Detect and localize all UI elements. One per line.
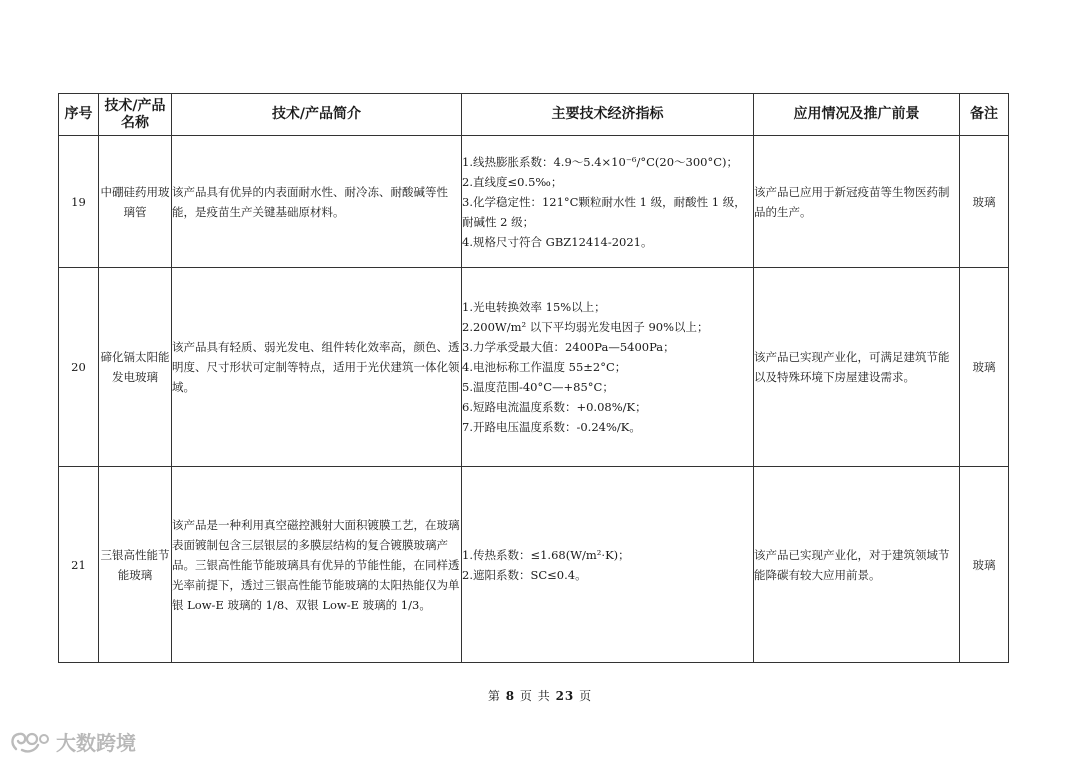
table-header-row [59, 94, 1009, 136]
row-note: 玻璃 [960, 136, 1009, 268]
row-intro: 该产品是一种利用真空磁控溅射大面积镀膜工艺，在玻璃表面镀制包含三层银层的多膜层结构的复合镀膜玻璃产品。三银高性能节能玻璃具有优异的节能性能，在同样透光率前提下，透过三银高性能节能玻璃的太阳热能仅为单银 Low-E 玻璃的 1/8、双银 Low-E 玻璃的 1/3。 [172, 467, 462, 663]
row-application: 该产品已应用于新冠疫苗等生物医药制品的生产。 [754, 136, 960, 268]
header-num: 序号 [59, 94, 99, 136]
footer-page-number: 8 [505, 689, 516, 703]
indicator-line: 1.线热膨胀系数：4.9～5.4×10⁻⁶/°C(20～300°C)； [462, 154, 739, 169]
row-indicators [462, 136, 754, 268]
row-application: 该产品已实现产业化，可满足建筑节能以及特殊环境下房屋建设需求。 [754, 268, 960, 467]
row-intro: 该产品具有优异的内表面耐水性、耐冷冻、耐酸碱等性能，是疫苗生产关键基础原材料。 [172, 136, 462, 268]
footer-total-pages: 23 [555, 689, 575, 703]
row-indicators [462, 467, 754, 663]
indicator-line: 5.温度范围-40°C—+85°C； [462, 380, 614, 394]
indicator-line: 6.短路电流温度系数：+0.08%/K； [462, 400, 647, 414]
watermark [8, 727, 136, 756]
indicator-line: 3.化学稳定性：121°C颗粒耐水性 1 级，耐酸性 1 级，耐碱性 2 级； [462, 194, 746, 229]
header-name: 技术/产品名称 [99, 94, 172, 136]
footer-suffix: 页 [579, 689, 593, 703]
row-note: 玻璃 [960, 467, 1009, 663]
row-name: 碲化镉太阳能发电玻璃 [99, 268, 172, 467]
row-note: 玻璃 [960, 268, 1009, 467]
indicator-line: 4.电池标称工作温度 55±2°C； [462, 360, 627, 374]
indicator-line: 2.200W/m² 以下平均弱光发电因子 90%以上； [462, 320, 709, 334]
row-intro: 该产品具有轻质、弱光发电、组件转化效率高，颜色、透明度、尺寸形状可定制等特点，适用于光伏建筑一体化领域。 [172, 268, 462, 467]
header-intro: 技术/产品简介 [172, 94, 462, 136]
indicator-line: 1.光电转换效率 15%以上； [462, 300, 606, 314]
watermark-text: 大数跨境 [56, 731, 136, 755]
header-indicators: 主要技术经济指标 [462, 94, 754, 136]
indicator-line: 2.直线度≤0.5‰； [462, 174, 563, 189]
product-table [58, 93, 1009, 663]
row-num: 20 [59, 268, 99, 467]
row-name: 三银高性能节能玻璃 [99, 467, 172, 663]
indicator-line: 1.传热系数：≤1.68(W/m²·K)； [462, 547, 630, 562]
row-application: 该产品已实现产业化，对于建筑领域节能降碳有较大应用前景。 [754, 467, 960, 663]
brand-logo-icon [8, 729, 52, 755]
table-row [59, 136, 1009, 268]
table-row [59, 467, 1009, 663]
indicator-line: 2.遮阳系数：SC≤0.4。 [462, 567, 587, 582]
footer-mid: 页 共 [519, 689, 551, 703]
row-indicators [462, 268, 754, 467]
indicator-line: 3.力学承受最大值：2400Pa—5400Pa； [462, 340, 675, 354]
indicator-line: 4.规格尺寸符合 GBZ12414-2021。 [462, 234, 653, 249]
row-name: 中硼硅药用玻璃管 [99, 136, 172, 268]
header-note: 备注 [960, 94, 1009, 136]
page-footer [0, 687, 1080, 704]
footer-prefix: 第 [487, 689, 501, 703]
row-num: 19 [59, 136, 99, 268]
header-application: 应用情况及推广前景 [754, 94, 960, 136]
table-row [59, 268, 1009, 467]
row-num: 21 [59, 467, 99, 663]
indicator-line: 7.开路电压温度系数：-0.24%/K。 [462, 420, 641, 434]
